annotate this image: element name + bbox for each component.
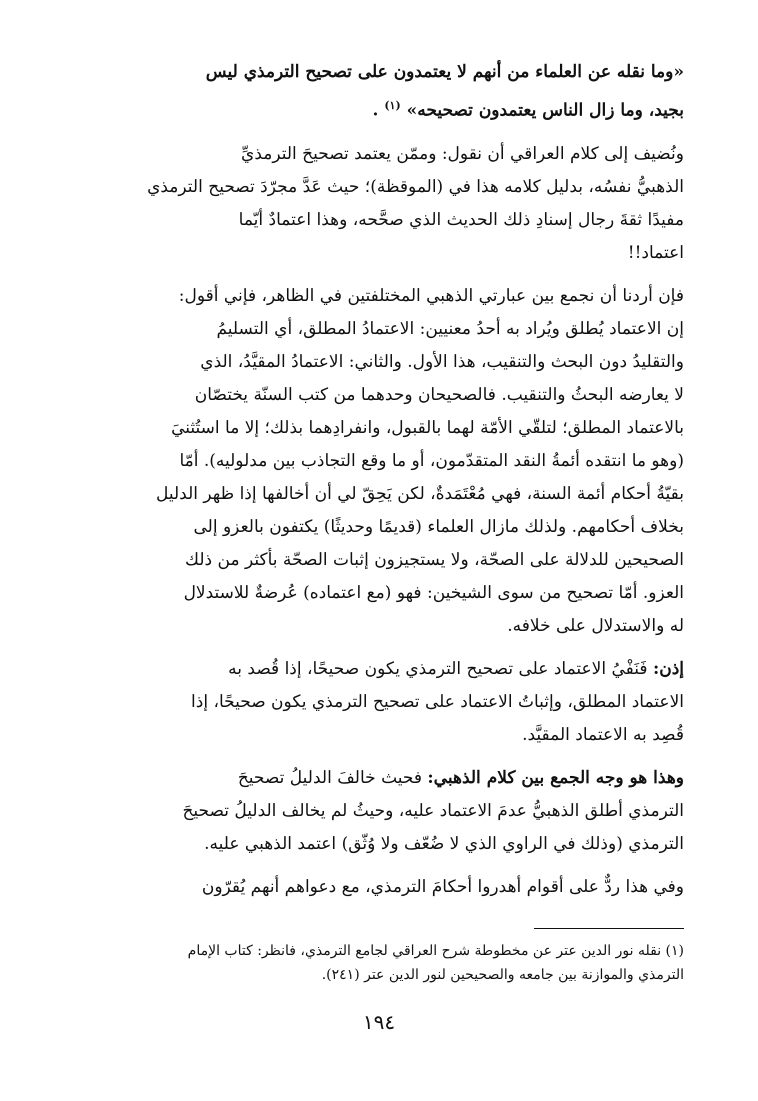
text-line: العزو. أمّا تصحيح من سوى الشيخين: فهو (مع اعتماده) عُرضةٌ للاستدلال [183, 582, 684, 603]
text-line: له والاستدلال على خلافه. [507, 615, 684, 636]
text-line [78, 89, 684, 128]
text-line: فإن أردنا أن نجمع بين عبارتي الذهبي المختلفتين في الظاهر، فإني أقول: [178, 285, 684, 306]
text-line-content: فَنَفْيُ الاعتماد على تصحيح الترمذي يكون صحيحًا، إذا قُصد به [228, 658, 648, 679]
text-line: بخلاف أحكامهم. ولذلك مازال العلماء (قديمًا وحديثًا) يكتفون بالعزو إلى [193, 516, 684, 537]
text-line: «وما نقله عن العلماء من أنهم لا يعتمدون على تصحيح الترمذي ليس [205, 62, 684, 82]
paragraph-reconciliation [78, 280, 684, 643]
text-line: الذهبيُّ نفسُه، بدليل كلامه هذا في (الموقظة)؛ حيث عَدَّ مجرّدَ تصحيح الترمذي [147, 176, 684, 197]
text-line: ونُضيف إلى كلام العراقي أن نقول: وممّن يعتمد تصحيحَ الترمذيِّ [241, 143, 684, 164]
text-line: بقيّةُ أحكام أئمة السنة، فهي مُعْتَمَدةٌ، لكن يَحِقّ لي أن أخالفها إذا ظهر الدليل [156, 483, 684, 504]
text-line: مفيدًا ثقةَ رجال إسنادِ ذلك الحديث الذي صحَّحه، وهذا اعتمادٌ أيّما [238, 209, 684, 230]
text-line-content: بجيد، وما زال الناس يعتمدون تصحيحه» [406, 100, 684, 121]
text-line: الترمذي أطلق الذهبيُّ عدمَ الاعتماد عليه، وحيثُ لم يخالف الدليلُ تصحيحَ [182, 800, 684, 821]
footnote [78, 939, 684, 987]
footnote-reference: (١) [384, 99, 401, 112]
footnote-separator-wrap [78, 914, 684, 939]
lead-word: إذن: [652, 658, 684, 679]
page-number: ١٩٤ [362, 1010, 396, 1034]
text-line: وفي هذا ردٌّ على أقوام أهدروا أحكامَ الترمذي، مع دعواهم أنهم يُقرّون [201, 876, 684, 897]
text-line: الاعتماد المطلق، وإثباتُ الاعتماد على تصحيح الترمذي يكون صحيحًا، إذا [191, 691, 684, 712]
paragraph-addition [78, 138, 684, 270]
quoted-paragraph [78, 56, 684, 128]
text-line: الترمذي (وذلك في الراوي الذي لا ضُعّف ولا وُثّق) اعتمد الذهبي عليه. [204, 833, 684, 854]
text-line: بالاعتماد المطلق؛ لتلقّي الأمّة لهما بالقبول، وانفرادِهما بذلك؛ إلا ما استُثنيَ [171, 417, 684, 438]
text-line: الصحيحين للدلالة على الصحّة، ولا يستجيزون إثبات الصحّة بأكثر من ذلك [185, 549, 684, 570]
period: . [372, 100, 379, 121]
text-line [78, 762, 684, 795]
text-line: قُصِد به الاعتماد المقيَّد. [522, 724, 684, 745]
footnote-separator [534, 928, 684, 929]
footnote-line: الترمذي والموازنة بين جامعه والصحيحين لنور الدين عتر (٢٤١). [321, 966, 684, 983]
text-line: (وهو ما انتقده أئمةُ النقد المتقدّمون، أو ما وقع التجاذب بين مدلوليه). أمّا [179, 450, 684, 471]
text-line-content: فحيث خالفَ الدليلُ تصحيحَ [237, 767, 422, 788]
text-line: اعتماد!! [627, 242, 684, 263]
footnote-line: (١) نقله نور الدين عتر عن مخطوطة شرح العراقي لجامع الترمذي، فانظر: كتاب الإمام [187, 942, 684, 959]
text-line [78, 653, 684, 686]
paragraph-conclusion [78, 653, 684, 752]
paragraph-rebuttal [78, 871, 684, 904]
text-line: والتقليدُ دون البحث والتنقيب، هذا الأول. والثاني: الاعتمادُ المقيَّدُ، الذي [200, 351, 684, 372]
lead-heading: وهذا هو وجه الجمع بين كلام الذهبي: [427, 767, 684, 788]
paragraph-reconciliation-summary [78, 762, 684, 861]
text-line: إن الاعتماد يُطلق ويُراد به أحدُ معنيين: الاعتمادُ المطلق، أي التسليمُ [216, 318, 684, 339]
text-line: لا يعارضه البحثُ والتنقيب. فالصحيحان وحدهما من كتب السنّة يختصّان [194, 384, 684, 405]
